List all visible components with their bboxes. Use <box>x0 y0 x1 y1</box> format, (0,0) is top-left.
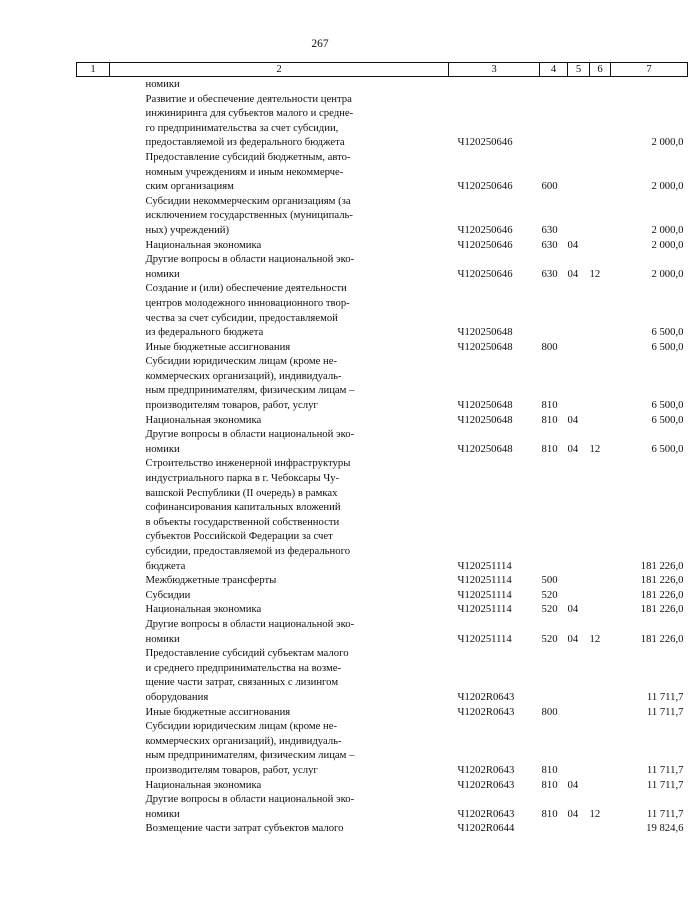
table-row <box>77 427 688 456</box>
row-section-cell <box>568 646 590 704</box>
row-expense-type-cell: 630 <box>541 238 558 251</box>
row-section-cell <box>568 281 590 339</box>
row-subsection-cell <box>590 573 611 588</box>
row-number-cell <box>77 413 110 428</box>
table-row <box>77 194 688 238</box>
row-name-line: номики <box>145 442 180 455</box>
row-number-cell <box>77 238 110 253</box>
table-row <box>77 340 688 355</box>
row-name-line: вашской Республики (II очередь) в рамках <box>145 486 338 499</box>
table-row <box>77 705 688 720</box>
row-code-cell: Ч1202R0644 <box>457 822 515 835</box>
row-subsection-cell <box>590 646 611 704</box>
row-sum-cell: 181 226,0 <box>640 559 684 572</box>
row-code-cell <box>449 77 540 92</box>
row-name-line: чества за счет субсидии, предоставляемой <box>145 311 338 324</box>
row-code-cell: Ч120250648 <box>457 326 513 339</box>
row-expense-type-cell: 520 <box>541 603 558 616</box>
row-name-line: индустриального парка в г. Чебоксары Чу- <box>145 472 340 485</box>
row-number-cell <box>77 252 110 281</box>
row-subsection-cell <box>590 602 611 617</box>
table-body <box>77 77 688 836</box>
row-name-line: предоставляемой из федерального бюджета <box>145 136 345 149</box>
row-number-cell <box>77 456 110 573</box>
row-code-cell: Ч120250648 <box>457 399 513 412</box>
row-number-cell <box>77 602 110 617</box>
row-section-cell <box>568 194 590 238</box>
row-section-cell: 04 <box>567 238 579 251</box>
row-name-line: из федерального бюджета <box>145 326 264 339</box>
row-name-line: Национальная экономика <box>145 413 262 426</box>
row-name-cell <box>110 705 449 720</box>
row-subsection-cell: 12 <box>589 807 601 820</box>
row-name-line: ным предпринимателям, физическим лицам – <box>145 749 355 762</box>
row-number-cell <box>77 821 110 836</box>
row-section-cell <box>568 719 590 777</box>
row-subsection-cell <box>590 340 611 355</box>
row-number-cell <box>77 617 110 646</box>
row-name-line: Иные бюджетные ассигнования <box>145 340 291 353</box>
row-code-cell: Ч120250648 <box>457 340 513 353</box>
row-subsection-cell <box>590 150 611 194</box>
table-row <box>77 602 688 617</box>
row-name-line: номики <box>145 267 180 280</box>
table-row <box>77 150 688 194</box>
row-expense-type-cell: 810 <box>541 763 558 776</box>
row-expense-type-cell: 800 <box>541 340 558 353</box>
row-name-line: ным предпринимателям, физическим лицам – <box>145 384 355 397</box>
row-sum-cell: 11 711,7 <box>646 763 684 776</box>
row-name-line: Возмещение части затрат субъектов малого <box>145 822 344 835</box>
header-col-3: 3 <box>449 63 540 77</box>
row-number-cell <box>77 573 110 588</box>
row-name-line: субсидии, предоставляемой из федерального <box>145 545 351 557</box>
table-row <box>77 281 688 339</box>
header-col-7: 7 <box>611 63 688 77</box>
row-section-cell: 04 <box>567 442 579 455</box>
row-subsection-cell <box>590 92 611 150</box>
row-expense-type-cell: 520 <box>541 632 558 645</box>
row-name-cell <box>110 150 449 194</box>
row-subsection-cell <box>590 281 611 339</box>
row-subsection-cell <box>590 238 611 253</box>
row-section-cell <box>568 573 590 588</box>
row-sum-cell: 6 500,0 <box>651 326 684 339</box>
row-sum-cell <box>611 77 688 92</box>
row-sum-cell: 2 000,0 <box>651 223 684 236</box>
row-name-line: коммерческих организаций), индивидуаль- <box>145 369 342 382</box>
row-name-cell <box>110 456 449 573</box>
header-col-1: 1 <box>77 63 110 77</box>
row-section-cell <box>568 340 590 355</box>
row-expense-type-cell: 500 <box>541 574 558 587</box>
row-expense-type-cell: 600 <box>541 180 558 193</box>
row-number-cell <box>77 646 110 704</box>
row-subsection-cell: 12 <box>589 442 601 455</box>
row-expense-type-cell <box>540 821 568 836</box>
row-code-cell: Ч120250646 <box>457 238 513 251</box>
row-name-line: Другие вопросы в области национальной эко- <box>145 617 355 630</box>
row-number-cell <box>77 719 110 777</box>
row-name-cell <box>110 92 449 150</box>
row-expense-type-cell: 810 <box>541 807 558 820</box>
row-section-cell: 04 <box>567 778 579 791</box>
row-sum-cell: 2 000,0 <box>651 267 684 280</box>
row-name-line: номики <box>145 632 180 645</box>
row-section-cell <box>568 588 590 603</box>
row-subsection-cell: 12 <box>589 267 601 280</box>
row-section-cell <box>568 77 590 92</box>
row-name-line: Предоставление субсидий субъектам малого <box>145 647 349 660</box>
row-number-cell <box>77 340 110 355</box>
row-name-line: Субсидии некоммерческим организациям (за <box>145 194 351 207</box>
row-sum-cell: 2 000,0 <box>651 136 684 149</box>
row-subsection-cell <box>590 821 611 836</box>
row-name-cell <box>110 778 449 793</box>
row-section-cell: 04 <box>567 413 579 426</box>
header-col-5: 5 <box>568 63 590 77</box>
row-section-cell <box>568 456 590 573</box>
row-name-cell <box>110 281 449 339</box>
row-name-line: и среднего предпринимательства на возме- <box>145 661 342 674</box>
row-name-cell <box>110 413 449 428</box>
row-name-cell <box>110 573 449 588</box>
row-sum-cell: 11 711,7 <box>646 690 684 703</box>
row-code-cell: Ч120250648 <box>457 413 513 426</box>
row-expense-type-cell: 630 <box>541 267 558 280</box>
row-expense-type-cell <box>540 281 568 339</box>
header-col-2: 2 <box>110 63 449 77</box>
row-code-cell: Ч120251114 <box>457 559 512 572</box>
row-name-line: инжиниринга для субъектов малого и средне- <box>145 107 354 120</box>
row-number-cell <box>77 150 110 194</box>
table-row <box>77 792 688 821</box>
row-name-line: Субсидии юридическим лицам (кроме не- <box>145 720 338 733</box>
row-code-cell: Ч120251114 <box>457 632 512 645</box>
row-sum-cell: 181 226,0 <box>640 603 684 616</box>
row-subsection-cell <box>590 456 611 573</box>
row-name-line: Другие вопросы в области национальной эко- <box>145 793 355 806</box>
row-number-cell <box>77 588 110 603</box>
row-name-cell <box>110 252 449 281</box>
row-number-cell <box>77 705 110 720</box>
row-name-line: Межбюджетные трансферты <box>145 574 277 587</box>
row-expense-type-cell: 810 <box>541 413 558 426</box>
row-code-cell: Ч120251114 <box>457 603 512 616</box>
row-code-cell: Ч1202R0643 <box>457 778 515 791</box>
row-subsection-cell <box>590 413 611 428</box>
row-subsection-cell <box>590 705 611 720</box>
row-name-line: оборудования <box>145 690 209 703</box>
row-name-cell <box>110 821 449 836</box>
row-sum-cell: 6 500,0 <box>651 399 684 412</box>
table-row <box>77 92 688 150</box>
row-name-line: Предоставление субсидий бюджетным, авто- <box>145 150 351 163</box>
row-name-cell <box>110 719 449 777</box>
row-sum-cell: 2 000,0 <box>651 238 684 251</box>
row-number-cell <box>77 281 110 339</box>
budget-table <box>76 62 688 836</box>
row-subsection-cell <box>590 354 611 412</box>
table-row <box>77 719 688 777</box>
table-row <box>77 354 688 412</box>
table-row <box>77 413 688 428</box>
row-name-line: софинансирования капитальных вложений <box>145 501 341 514</box>
row-number-cell <box>77 354 110 412</box>
row-code-cell: Ч120251114 <box>457 574 512 587</box>
row-name-cell <box>110 617 449 646</box>
row-name-line: субъектов Российской Федерации за счет <box>145 530 333 543</box>
row-code-cell: Ч1202R0643 <box>457 763 515 776</box>
row-code-cell: Ч120250646 <box>457 180 513 193</box>
row-name-line: Национальная экономика <box>145 603 262 616</box>
row-subsection-cell <box>590 778 611 793</box>
row-sum-cell: 181 226,0 <box>640 588 684 601</box>
row-name-cell <box>110 77 449 92</box>
row-section-cell <box>568 92 590 150</box>
row-name-cell <box>110 194 449 238</box>
row-sum-cell: 6 500,0 <box>651 442 684 455</box>
row-sum-cell: 181 226,0 <box>640 574 684 587</box>
header-col-6: 6 <box>590 63 611 77</box>
table-row <box>77 588 688 603</box>
row-expense-type-cell: 810 <box>541 778 558 791</box>
row-name-cell <box>110 354 449 412</box>
row-name-line: бюджета <box>145 559 186 572</box>
row-sum-cell: 2 000,0 <box>651 180 684 193</box>
row-sum-cell: 19 824,6 <box>646 822 684 835</box>
table-row <box>77 252 688 281</box>
table-row <box>77 77 688 92</box>
row-name-line: Строительство инженерной инфраструктуры <box>145 457 351 470</box>
row-section-cell <box>568 354 590 412</box>
row-subsection-cell <box>590 77 611 92</box>
row-number-cell <box>77 427 110 456</box>
row-number-cell <box>77 194 110 238</box>
row-subsection-cell <box>590 719 611 777</box>
table-row <box>77 646 688 704</box>
row-name-cell <box>110 602 449 617</box>
row-name-line: Субсидии <box>145 588 191 601</box>
row-expense-type-cell <box>540 77 568 92</box>
row-name-line: Другие вопросы в области национальной эко- <box>145 428 355 441</box>
row-name-line: производителям товаров, работ, услуг <box>145 763 318 776</box>
row-name-line: ных) учреждений) <box>145 223 230 236</box>
row-expense-type-cell: 810 <box>541 399 558 412</box>
row-name-line: номным учреждениям и иным некоммерче- <box>145 165 344 178</box>
row-subsection-cell <box>590 194 611 238</box>
row-expense-type-cell <box>540 92 568 150</box>
row-code-cell: Ч1202R0643 <box>457 690 515 703</box>
row-name-cell <box>110 792 449 821</box>
table-row <box>77 238 688 253</box>
row-code-cell: Ч120250646 <box>457 223 513 236</box>
table-row <box>77 456 688 573</box>
row-name-line: номики <box>145 78 180 90</box>
row-section-cell: 04 <box>567 807 579 820</box>
row-sum-cell: 11 711,7 <box>646 705 684 718</box>
row-name-line: Развитие и обеспечение деятельности центра <box>145 92 352 105</box>
page-number: 267 <box>311 38 329 50</box>
row-subsection-cell <box>590 588 611 603</box>
row-code-cell: Ч120251114 <box>457 588 512 601</box>
row-code-cell: Ч120250646 <box>457 136 513 149</box>
row-expense-type-cell: 630 <box>541 223 558 236</box>
row-name-line: номики <box>145 807 180 820</box>
row-expense-type-cell <box>540 646 568 704</box>
header-col-4: 4 <box>540 63 568 77</box>
row-name-cell <box>110 340 449 355</box>
row-name-line: Национальная экономика <box>145 778 262 791</box>
row-name-line: Субсидии юридическим лицам (кроме не- <box>145 355 338 368</box>
row-name-line: щение части затрат, связанных с лизингом <box>145 676 339 689</box>
row-name-line: ским организациям <box>145 180 234 193</box>
row-sum-cell: 11 711,7 <box>646 778 684 791</box>
row-code-cell: Ч1202R0643 <box>457 807 515 820</box>
row-code-cell: Ч1202R0643 <box>457 705 515 718</box>
table-header <box>77 63 688 77</box>
row-name-line: исключением государственных (муниципаль- <box>145 209 353 222</box>
row-code-cell: Ч120250646 <box>457 267 513 280</box>
row-expense-type-cell: 810 <box>541 442 558 455</box>
row-code-cell: Ч120250648 <box>457 442 513 455</box>
row-subsection-cell: 12 <box>589 632 601 645</box>
row-number-cell <box>77 792 110 821</box>
row-name-cell <box>110 588 449 603</box>
row-section-cell <box>568 150 590 194</box>
row-name-line: в объекты государственной собственности <box>145 515 340 528</box>
table-row <box>77 573 688 588</box>
row-number-cell <box>77 77 110 92</box>
header-row <box>77 63 688 77</box>
row-name-line: производителям товаров, работ, услуг <box>145 399 318 412</box>
row-expense-type-cell <box>540 456 568 573</box>
row-name-line: центров молодежного инновационного твор- <box>145 296 350 309</box>
row-section-cell: 04 <box>567 603 579 616</box>
row-section-cell: 04 <box>567 267 579 280</box>
row-number-cell <box>77 92 110 150</box>
table-row <box>77 821 688 836</box>
row-section-cell <box>568 705 590 720</box>
table-row <box>77 778 688 793</box>
row-sum-cell: 6 500,0 <box>651 413 684 426</box>
row-name-line: коммерческих организаций), индивидуаль- <box>145 734 342 747</box>
row-name-line: Другие вопросы в области национальной эко- <box>145 253 355 266</box>
row-name-cell <box>110 238 449 253</box>
row-sum-cell: 181 226,0 <box>640 632 684 645</box>
row-name-line: Создание и (или) обеспечение деятельности <box>145 282 347 295</box>
row-name-cell <box>110 427 449 456</box>
row-expense-type-cell: 520 <box>541 588 558 601</box>
row-name-line: Национальная экономика <box>145 238 262 251</box>
row-section-cell: 04 <box>567 632 579 645</box>
row-name-line: Иные бюджетные ассигнования <box>145 705 291 718</box>
row-name-line: го предпринимательства за счет субсидии, <box>145 121 339 134</box>
row-section-cell <box>568 821 590 836</box>
row-sum-cell: 6 500,0 <box>651 340 684 353</box>
table-row <box>77 617 688 646</box>
row-number-cell <box>77 778 110 793</box>
row-expense-type-cell: 800 <box>541 705 558 718</box>
row-sum-cell: 11 711,7 <box>646 807 684 820</box>
row-name-cell <box>110 646 449 704</box>
